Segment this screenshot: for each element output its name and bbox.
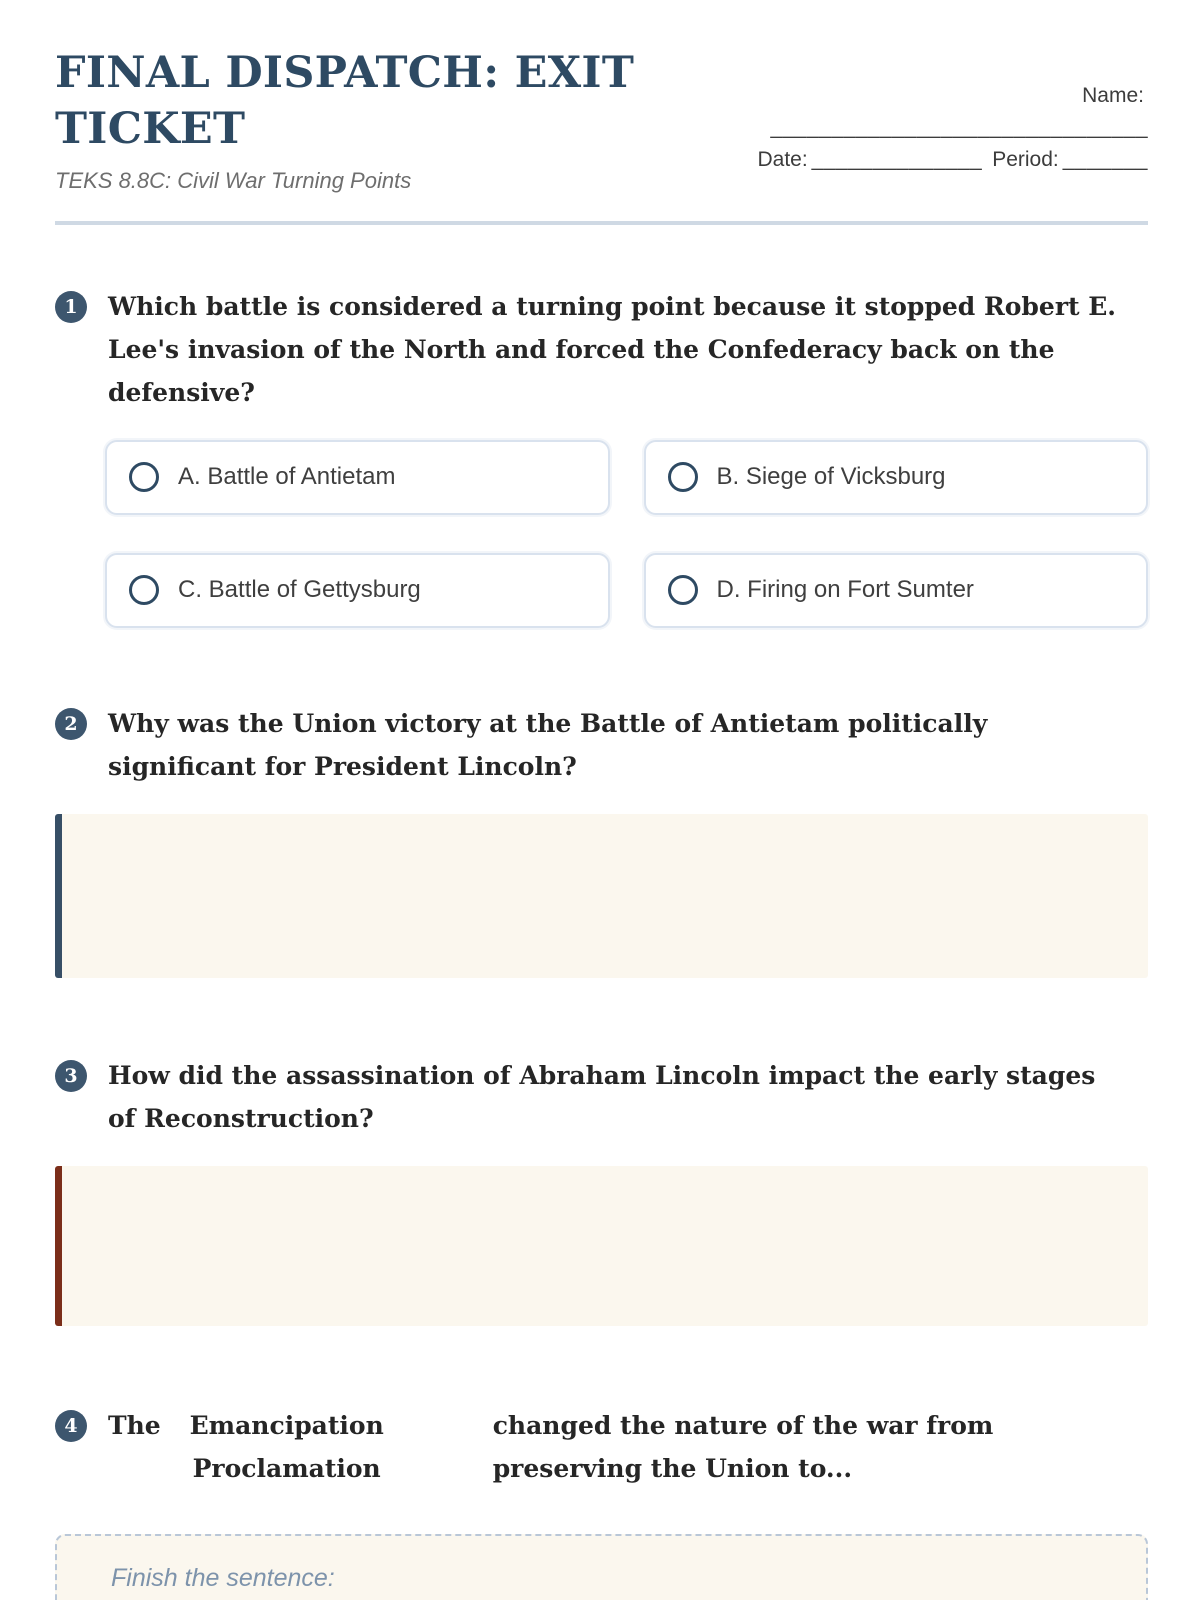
option-b[interactable] — [644, 440, 1149, 515]
question-1-number-badge: 1 — [55, 291, 87, 323]
option-d-label: D. Firing on Fort Sumter — [716, 576, 974, 604]
page-subtitle: TEKS 8.8C: Civil War Turning Points — [55, 167, 412, 193]
option-c-label: C. Battle of Gettysburg — [178, 576, 421, 604]
question-2-text: Why was the Union victory at the Battle of Antietam politically significant for President Lincoln? — [108, 708, 988, 781]
student-info-fields — [757, 46, 1148, 176]
name-field-row — [757, 80, 1148, 112]
question-4-number-badge: 4 — [55, 1410, 87, 1442]
question-3-number-badge: 3 — [55, 1060, 87, 1092]
question-3-text: How did the assassination of Abraham Lincoln impact the early stages of Reconstruction? — [108, 1060, 1096, 1133]
name-label: Name: — [1082, 84, 1144, 107]
header — [55, 46, 1148, 194]
option-b-label: B. Siege of Vicksburg — [716, 463, 946, 491]
question-2-number-badge: 2 — [55, 708, 87, 740]
question-4-rest: changed the nature of the war from preserving the Union to... — [492, 1410, 994, 1483]
page-title: FINAL DISPATCH: EXIT TICKET — [55, 48, 635, 154]
date-blank[interactable]: ______________ — [811, 147, 983, 171]
option-c[interactable] — [105, 553, 610, 628]
question-1-row — [55, 285, 1148, 414]
date-period-row — [757, 144, 1148, 176]
question-2-row — [55, 702, 1148, 788]
question-4 — [55, 1404, 1148, 1600]
date-label: Date: — [757, 147, 808, 171]
period-label: Period: — [992, 147, 1059, 171]
period-blank[interactable]: _______ — [1062, 147, 1148, 171]
option-a[interactable] — [105, 440, 610, 515]
question-1-options — [105, 440, 1148, 628]
header-divider — [55, 221, 1148, 225]
radio-icon[interactable] — [668, 462, 698, 492]
title-block — [55, 46, 735, 194]
finish-sentence-prompt: Finish the sentence: — [111, 1563, 335, 1592]
question-2 — [55, 702, 1148, 978]
radio-icon[interactable] — [129, 462, 159, 492]
question-1 — [55, 285, 1148, 628]
name-blank-row — [757, 112, 1148, 144]
question-4-row — [55, 1404, 1148, 1490]
question-2-answer-box[interactable] — [55, 814, 1148, 978]
name-blank[interactable]: _______________________________ — [770, 115, 1148, 139]
option-d[interactable] — [644, 553, 1149, 628]
radio-icon[interactable] — [668, 575, 698, 605]
question-4-sentence — [108, 1404, 1003, 1490]
question-1-text: Which battle is considered a turning point because it stopped Robert E. Lee's invasion of the North and forced the Confederacy back on the defensive? — [108, 291, 1116, 407]
question-3 — [55, 1054, 1148, 1326]
radio-icon[interactable] — [129, 575, 159, 605]
question-4-answer-box[interactable] — [55, 1534, 1148, 1600]
question-3-row — [55, 1054, 1148, 1140]
question-4-lead: The — [108, 1410, 161, 1440]
option-a-label: A. Battle of Antietam — [178, 463, 396, 491]
question-4-term: Emancipation Proclamation — [189, 1410, 384, 1483]
question-3-answer-box[interactable] — [55, 1166, 1148, 1326]
